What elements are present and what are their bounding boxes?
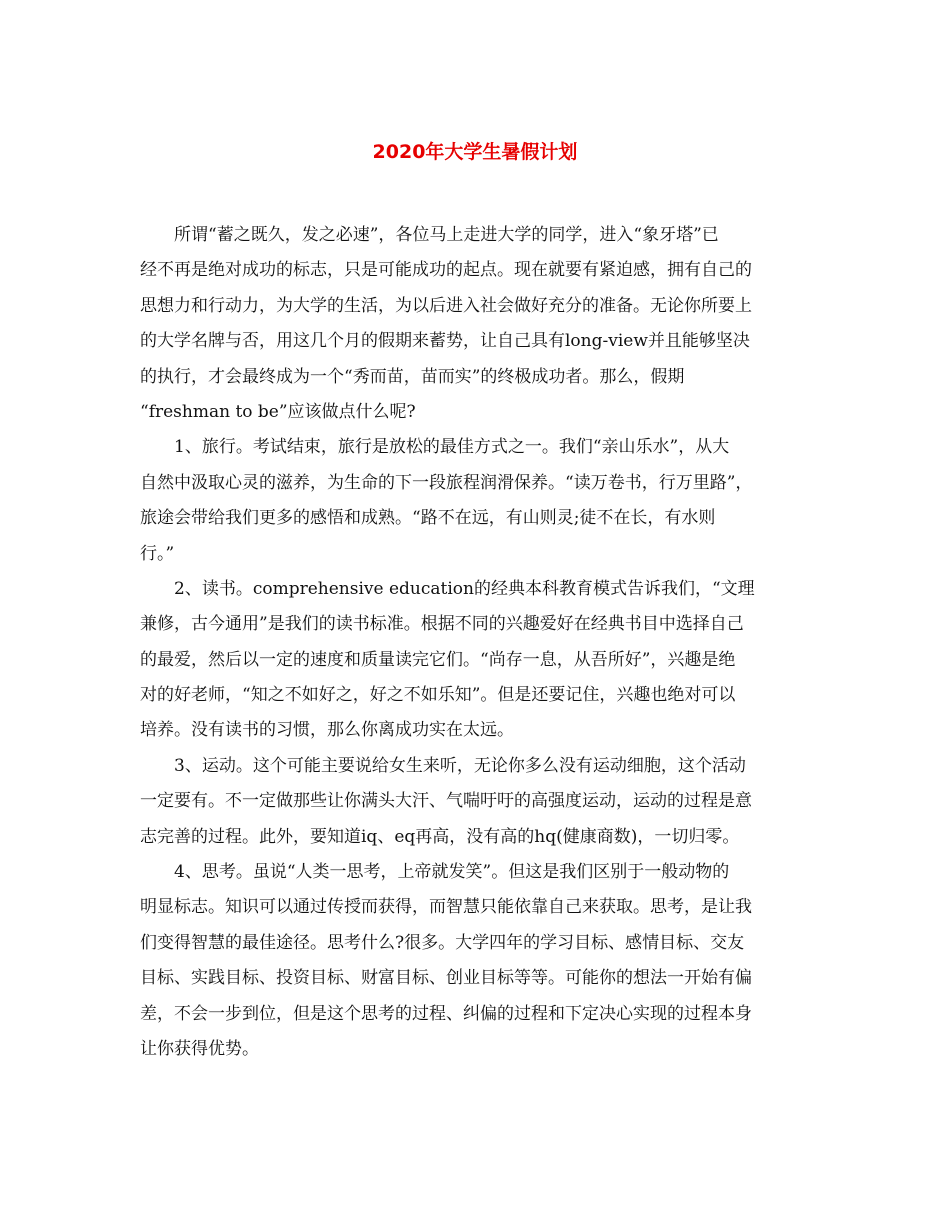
text-line: 差，不会一步到位，但是这个思考的过程、纠偏的过程和下定决心实现的过程本身 xyxy=(140,1003,752,1024)
text-line: 旅途会带给我们更多的感悟和成熟。“路不在远，有山则灵;徒不在长，有水则 xyxy=(140,508,716,529)
text-line: 的最爱，然后以一定的速度和质量读完它们。“尚存一息，从吾所好”，兴趣是绝 xyxy=(140,649,736,670)
text-line: 志完善的过程。此外，要知道iq、eq再高，没有高的hq(健康商数)，一切归零。 xyxy=(140,826,740,847)
document-title: 2020年大学生暑假计划 xyxy=(372,141,578,163)
text-line: “freshman to be”应该做点什么呢? xyxy=(140,401,416,422)
paragraph-travel xyxy=(140,430,815,572)
text-line: 自然中汲取心灵的滋养，为生命的下一段旅程润滑保养。“读万卷书，行万里路”， xyxy=(140,472,753,493)
text-line: 目标、实践目标、投资目标、财富目标、创业目标等等。可能你的想法一开始有偏 xyxy=(140,968,752,989)
text-line: 4、思考。虽说“人类一思考，上帝就发笑”。但这是我们区别于一般动物的 xyxy=(174,862,730,883)
text-line: 2、读书。comprehensive education的经典本科教育模式告诉我们，“文理 xyxy=(174,578,755,599)
text-line: 1、旅行。考试结束，旅行是放松的最佳方式之一。我们“亲山乐水”，从大 xyxy=(174,437,730,458)
text-line: 让你获得优势。 xyxy=(140,1038,259,1059)
text-line: 经不再是绝对成功的标志，只是可能成功的起点。现在就要有紧迫感，拥有自己的 xyxy=(140,260,752,281)
text-line: 所谓“蓄之既久，发之必速”，各位马上走进大学的同学，进入“象牙塔”已 xyxy=(174,225,719,245)
paragraph-thinking xyxy=(140,855,815,1067)
paragraph-reading xyxy=(140,572,815,749)
text-line: 行。” xyxy=(140,543,175,564)
document-body xyxy=(140,218,815,1067)
paragraph-intro xyxy=(140,218,815,430)
text-line: 对的好老师，“知之不如好之，好之不如乐知”。但是还要记住，兴趣也绝对可以 xyxy=(140,685,736,706)
text-line: 的大学名牌与否，用这几个月的假期来蓄势，让自己具有long-view并且能够坚决 xyxy=(140,331,750,352)
text-line: 的执行，才会最终成为一个“秀而苗，苗而实”的终极成功者。那么，假期 xyxy=(140,366,685,387)
text-line: 3、运动。这个可能主要说给女生来听，无论你多么没有运动细胞，这个活动 xyxy=(174,755,746,776)
paragraph-sports xyxy=(140,749,815,855)
text-line: 思想力和行动力，为大学的生活，为以后进入社会做好充分的准备。无论你所要上 xyxy=(140,295,752,316)
text-line: 们变得智慧的最佳途径。思考什么?很多。大学四年的学习目标、感情目标、交友 xyxy=(140,932,745,953)
text-line: 一定要有。不一定做那些让你满头大汗、气喘吁吁的高强度运动，运动的过程是意 xyxy=(140,791,752,812)
text-line: 兼修，古今通用”是我们的读书标准。根据不同的兴趣爱好在经典书目中选择自己 xyxy=(140,614,744,635)
text-line: 明显标志。知识可以通过传授而获得，而智慧只能依靠自己来获取。思考，是让我 xyxy=(140,897,752,918)
text-line: 培养。没有读书的习惯，那么你离成功实在太远。 xyxy=(140,720,514,741)
